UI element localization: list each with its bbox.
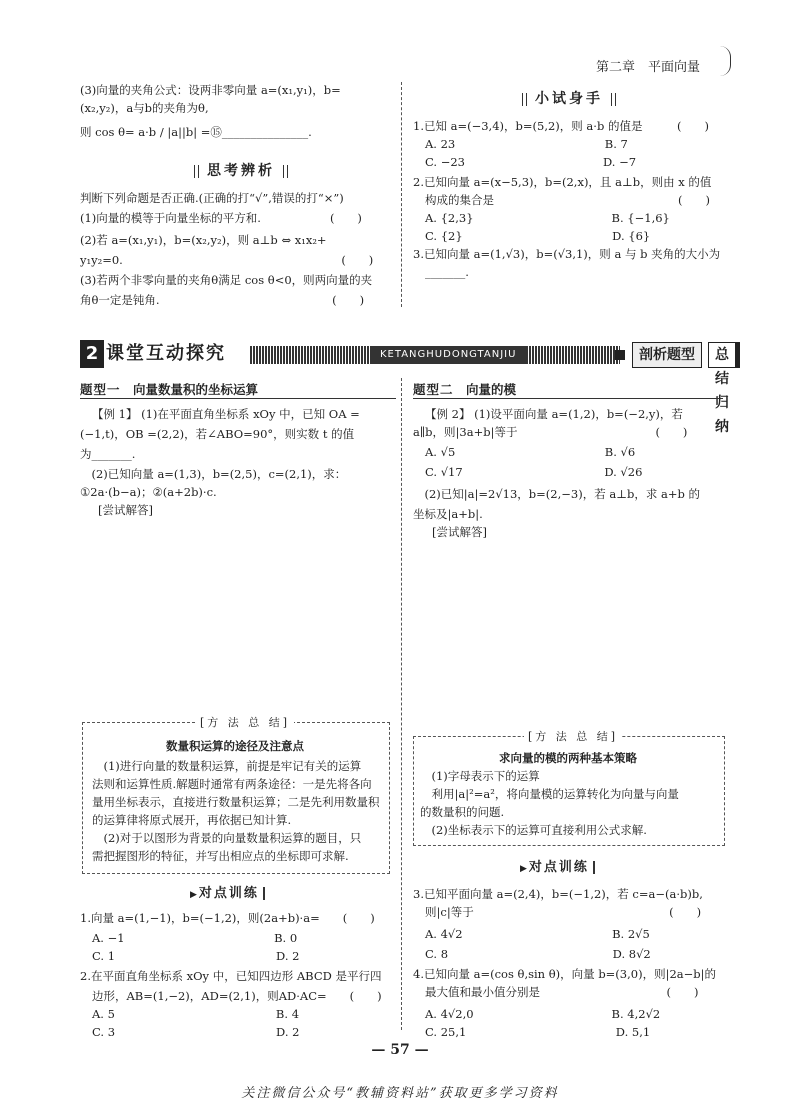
section-title-try: 小试身手 — [514, 88, 624, 108]
try-line: _______. — [425, 265, 469, 279]
example1-line: (−1,t)，OB =(2,2)，若∠ABO=90°，则实数 t 的值 — [80, 427, 355, 441]
thinking-line: (3)若两个非零向量的夹角θ满足 cos θ<0，则两向量的夹 — [80, 273, 373, 287]
example2-line: 坐标及|a+b|. — [413, 507, 483, 521]
banner-title: 课堂互动探究 — [106, 343, 226, 364]
training-line: C. 3 D. 2 — [92, 1025, 300, 1039]
method-line: 量用坐标表示，直接进行数量积运算；二是先利用数量积 — [92, 795, 380, 809]
banner-tag-summary: 总结归纳 — [708, 342, 740, 368]
example2-line: C. √17 D. √26 — [425, 465, 643, 479]
thinking-line: 角θ一定是钝角. ( ) — [80, 293, 365, 307]
banner-square-icon — [615, 350, 625, 360]
training-line: A. 4√2 B. 2√5 — [425, 927, 650, 941]
method-line: (2)对于以图形为背景的向量数量积运算的题目，只 — [92, 831, 362, 845]
training-line: 边形，AB=(1,−2)，AD=(2,1)，则AD·AC= ( ) — [92, 989, 382, 1003]
qtype-underline — [413, 398, 723, 399]
try-line: 构成的集合是 ( ) — [425, 193, 710, 207]
method-line: 法则和运算性质.解题时通常有两条途径：一是先将各向 — [92, 777, 372, 791]
method-summary-tag: [方 法 总 结] — [196, 714, 294, 730]
thinking-line: (2)若 a=(x₁,y₁)，b=(x₂,y₂)，则 a⊥b ⇔ x₁x₂+ — [80, 233, 327, 247]
training-line: C. 8 D. 8√2 — [425, 947, 651, 961]
method-line: (1)字母表示下的运算 — [420, 769, 540, 783]
header-bracket — [720, 46, 731, 76]
chapter-header: 第二章 平面向量 — [596, 60, 701, 75]
training-line: 2.在平面直角坐标系 xOy 中，已知四边形 ABCD 是平行四 — [80, 969, 382, 983]
example1-line: ①2a·(b−a)；②(a+2b)·c. — [80, 485, 217, 499]
try-line: A. 23 B. 7 — [425, 137, 628, 151]
thinking-line: (1)向量的模等于向量坐标的平方和. ( ) — [80, 211, 362, 225]
training-line: 最大值和最小值分别是 ( ) — [425, 985, 699, 999]
formula-line-1: (3)向量的夹角公式：设两非零向量 a=(x₁,y₁)，b= — [80, 83, 341, 97]
try-line: 1.已知 a=(−3,4)，b=(5,2)，则 a·b 的值是 ( ) — [413, 119, 709, 133]
training-line: A. 4√2,0 B. 4,2√2 — [425, 1007, 661, 1021]
training-line: C. 25,1 D. 5,1 — [425, 1025, 651, 1039]
training-line: 1.向量 a=(1,−1)，b=(−1,2)，则(2a+b)·a= ( ) — [80, 911, 375, 925]
question-type-2: 题型二 向量的模 — [413, 382, 517, 397]
training-line: 则|c|等于 ( ) — [425, 905, 702, 919]
training-line: A. 5 B. 4 — [92, 1007, 300, 1021]
try-line: C. −23 D. −7 — [425, 155, 637, 169]
method-line: (2)坐标表示下的运算可直接利用公式求解. — [420, 823, 647, 837]
banner-pinyin: KETANGHUDONGTANJIU — [370, 346, 526, 364]
qtype-underline — [80, 398, 396, 399]
thinking-line: y₁y₂=0. ( ) — [80, 253, 374, 267]
method-line: 的数量积的问题. — [420, 805, 505, 819]
method-line: 需把握图形的特征，并写出相应点的坐标即可求解. — [92, 849, 349, 863]
method-summary-tag: [方 法 总 结] — [524, 728, 622, 744]
formula-line-3: 则 cos θ= a·b / |a||b| =⑮_______________. — [80, 125, 312, 139]
method-title: 数量积运算的途径及注意点 — [166, 739, 304, 753]
example2-line: A. √5 B. √6 — [425, 445, 636, 459]
try-answer-label: [尝试解答] — [432, 525, 487, 539]
example2-line: a∥b，则|3a+b|等于 ( ) — [413, 425, 688, 439]
method-title: 求向量的模的两种基本策略 — [499, 751, 637, 765]
example2-line: (2)已知|a|=2√13，b=(2,−3)，若 a⊥b，求 a+b 的 — [413, 487, 701, 501]
formula-line-2: (x₂,y₂)，a与b的夹角为θ, — [80, 101, 209, 115]
method-line: 利用|a|²=a²，将向量模的运算转化为向量与向量 — [420, 787, 679, 801]
training-line: C. 1 D. 2 — [92, 949, 300, 963]
training-line: 3.已知平面向量 a=(2,4)，b=(−1,2)，若 c=a−(a·b)b, — [413, 887, 703, 901]
banner-number: 2 — [80, 340, 104, 368]
column-divider-top — [401, 82, 402, 307]
try-line: A. {2,3} B. {−1,6} — [425, 211, 670, 225]
method-line: (1)进行向量的数量积运算，前提是牢记有关的运算 — [92, 759, 362, 773]
training-title-left: ▶对点训练 — [190, 882, 265, 901]
training-title-right: ▶对点训练 — [520, 856, 595, 875]
footer-note: 关注微信公众号“教辅资料站”获取更多学习资料 — [241, 1086, 559, 1101]
example1-line: (2)已知向量 a=(1,3)，b=(2,5)，c=(2,1)，求： — [80, 467, 347, 481]
column-divider-bottom — [401, 378, 402, 1030]
try-line: 2.已知向量 a=(x−5,3)，b=(2,x)，且 a⊥b，则由 x 的值 — [413, 175, 712, 189]
banner-tag-analyze: 剖析题型 — [632, 342, 702, 368]
section-title-thinking: 思考辨析 — [186, 160, 296, 180]
training-line: 4.已知向量 a=(cos θ,sin θ)，向量 b=(3,0)，则|2a−b|的 — [413, 967, 716, 981]
example2-line: 【例 2】 (1)设平面向量 a=(1,2)，b=(−2,y)，若 — [425, 407, 683, 421]
try-line: C. {2} D. {6} — [425, 229, 651, 243]
try-answer-label: [尝试解答] — [98, 503, 153, 517]
thinking-line: 判断下列命题是否正确.(正确的打“√”,错误的打“×”) — [80, 191, 344, 205]
example1-line: 为_______. — [80, 447, 136, 461]
question-type-1: 题型一 向量数量积的坐标运算 — [80, 382, 259, 397]
training-line: A. −1 B. 0 — [92, 931, 298, 945]
method-line: 的运算律将原式展开，再依据已知计算. — [92, 813, 292, 827]
try-line: 3.已知向量 a=(1,√3)，b=(√3,1)，则 a 与 b 夹角的大小为 — [413, 247, 721, 261]
example1-line: 【例 1】 (1)在平面直角坐标系 xOy 中，已知 OA = — [92, 407, 360, 421]
page-number: — 57 — — [371, 1042, 429, 1058]
